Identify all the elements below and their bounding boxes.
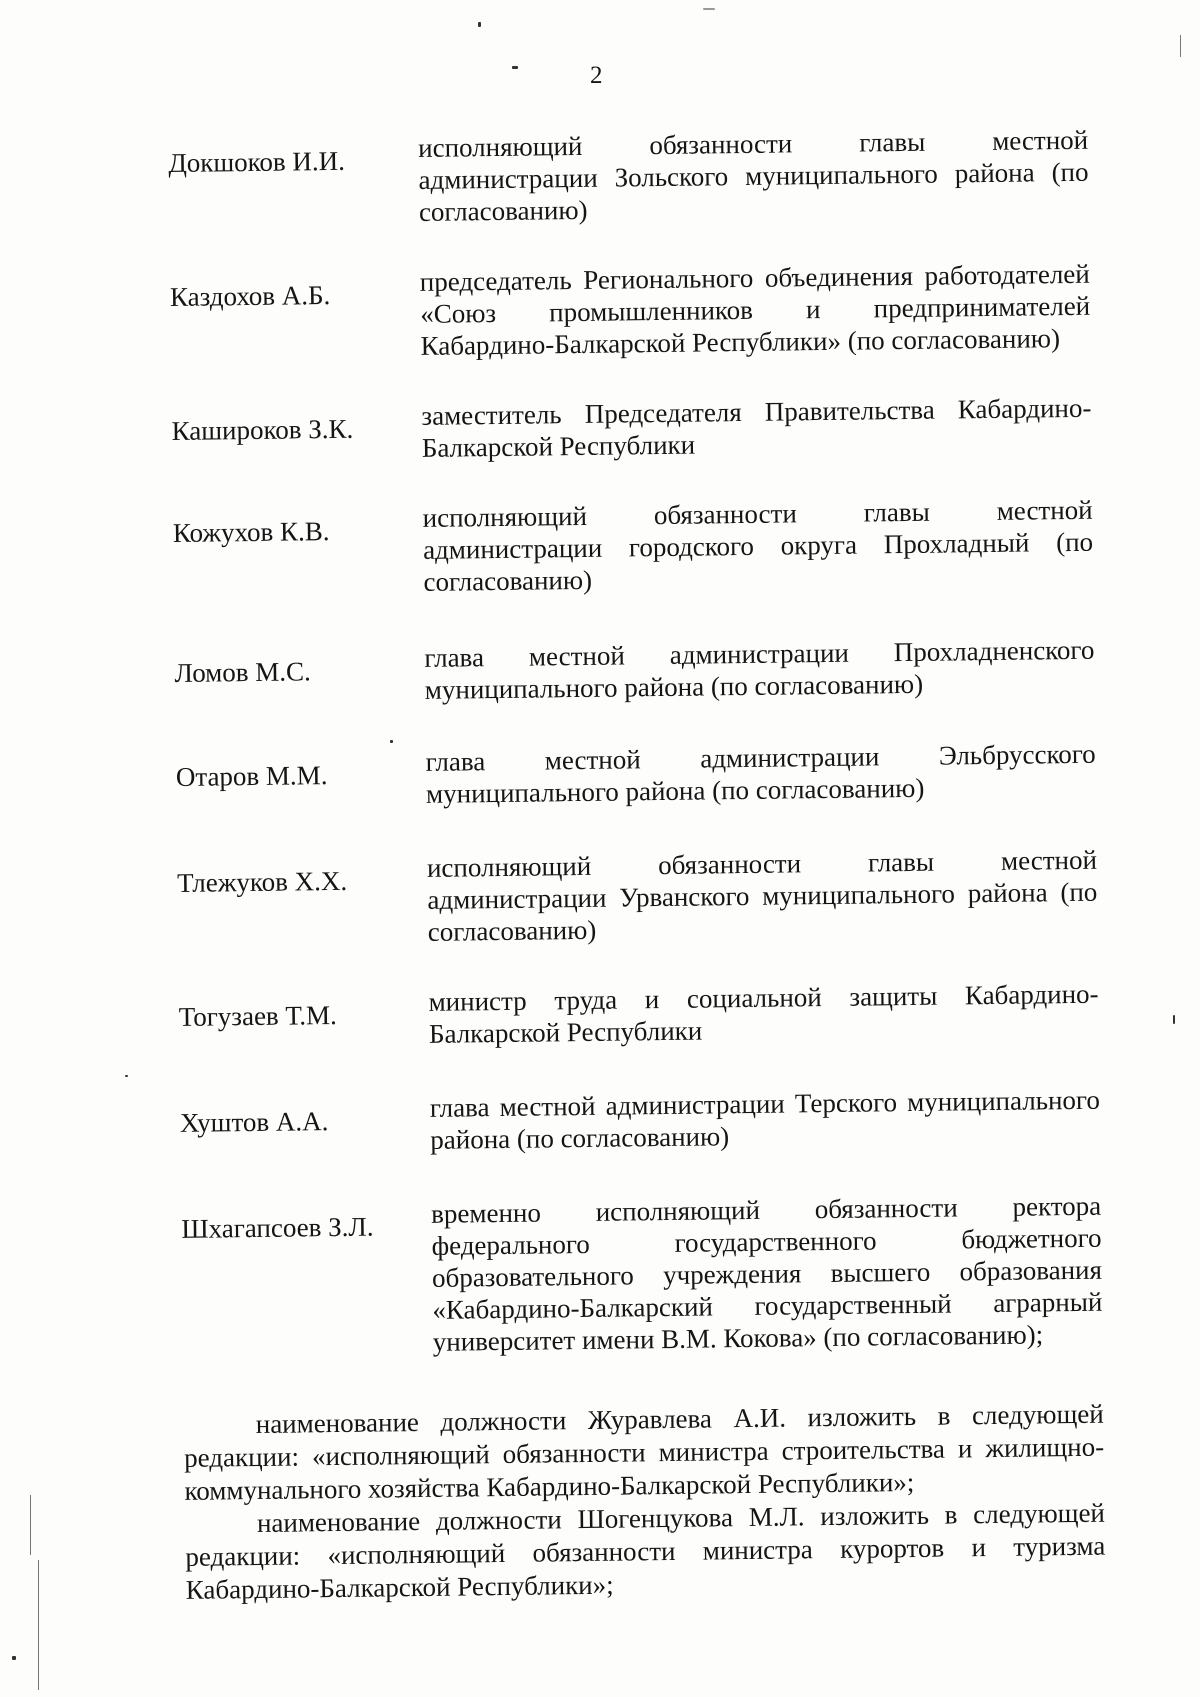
- member-position: глава местной администрации Эльбрусского муниципального района (по согласованию): [425, 738, 1096, 809]
- member-position: временно исполняющий обязанности ректора федерального государственного бюджетного образовательного учреждения высшего образования «Кабардино-Балкарский государственный аграрный университет имени В.М. Кокова» (по согласованию);: [431, 1190, 1103, 1357]
- roster-entry: [174, 634, 1095, 709]
- scan-speck: [12, 1656, 16, 1660]
- scan-speck: [703, 8, 715, 10]
- member-position: председатель Регионального объединения работодателей «Союз промышленников и предпринимателей Кабардино-Балкарской Республики» (по согласованию): [419, 258, 1091, 361]
- scan-speck: [512, 66, 518, 69]
- member-name: Каздохов А.Б.: [169, 280, 331, 312]
- roster-entry: [168, 124, 1089, 231]
- member-name: Кашироков З.К.: [171, 413, 354, 446]
- roster-entry: [180, 1084, 1101, 1159]
- member-position: глава местной администрации Терского муниципального района (по согласованию): [429, 1084, 1101, 1155]
- member-position: глава местной администрации Прохладненского муниципального района (по согласованию): [424, 634, 1095, 705]
- roster-entry: [170, 258, 1091, 365]
- member-name: Отаров М.М.: [175, 760, 328, 792]
- roster-entry: [173, 494, 1094, 601]
- member-position: исполняющий обязанности главы местной администрации Урванского муниципального района (по согласованию): [426, 844, 1098, 947]
- amendments-section: [184, 1398, 1106, 1607]
- scan-speck: [478, 22, 481, 27]
- scan-edge-mark: [1180, 35, 1181, 57]
- scan-speck: [125, 1075, 128, 1077]
- scan-edge-mark: [38, 1560, 39, 1690]
- member-name: Кожухов К.В.: [172, 516, 330, 548]
- member-name: Хуштов А.А.: [179, 1106, 329, 1138]
- page-number: 2: [590, 62, 603, 89]
- member-name: Ломов М.С.: [174, 656, 311, 688]
- member-position: исполняющий обязанности главы местной администрации Зольского муниципального района (по согласованию): [417, 124, 1089, 227]
- amendment-paragraph: наименование должности Журавлева А.И. изложить в следующей редакции: «исполняющий обязанности министра строительства и жилищно-коммунального хозяйства Кабардино-Балкарской Республики»;: [183, 1398, 1105, 1506]
- member-name: Тогузаев Т.М.: [178, 1000, 337, 1032]
- scan-speck: [1173, 1015, 1175, 1024]
- member-position: исполняющий обязанности главы местной администрации городского округа Прохладный (по согласованию): [422, 494, 1094, 597]
- roster-entry: [176, 738, 1097, 813]
- member-name: Тлежуков Х.Х.: [176, 865, 348, 898]
- scan-edge-mark: [30, 1495, 31, 1555]
- roster-entry: [171, 392, 1092, 467]
- member-name: Докшоков И.И.: [168, 145, 346, 178]
- document-body: [168, 124, 1106, 1607]
- member-position: министр труда и социальной защиты Кабардино-Балкарской Республики: [428, 978, 1099, 1049]
- member-position: заместитель Председателя Правительства Кабардино-Балкарской Республики: [421, 392, 1092, 463]
- roster-entry: [177, 844, 1098, 951]
- roster-entry: [181, 1190, 1103, 1361]
- roster-entry: [178, 978, 1099, 1053]
- commission-roster: [168, 124, 1103, 1361]
- member-name: Шхагапсоев З.Л.: [181, 1211, 374, 1244]
- amendment-paragraph: наименование должности Шогенцукова М.Л. изложить в следующей редакции: «исполняющий обязанности министра курортов и туризма Кабардино-Балкарской Республики»;: [185, 1497, 1106, 1605]
